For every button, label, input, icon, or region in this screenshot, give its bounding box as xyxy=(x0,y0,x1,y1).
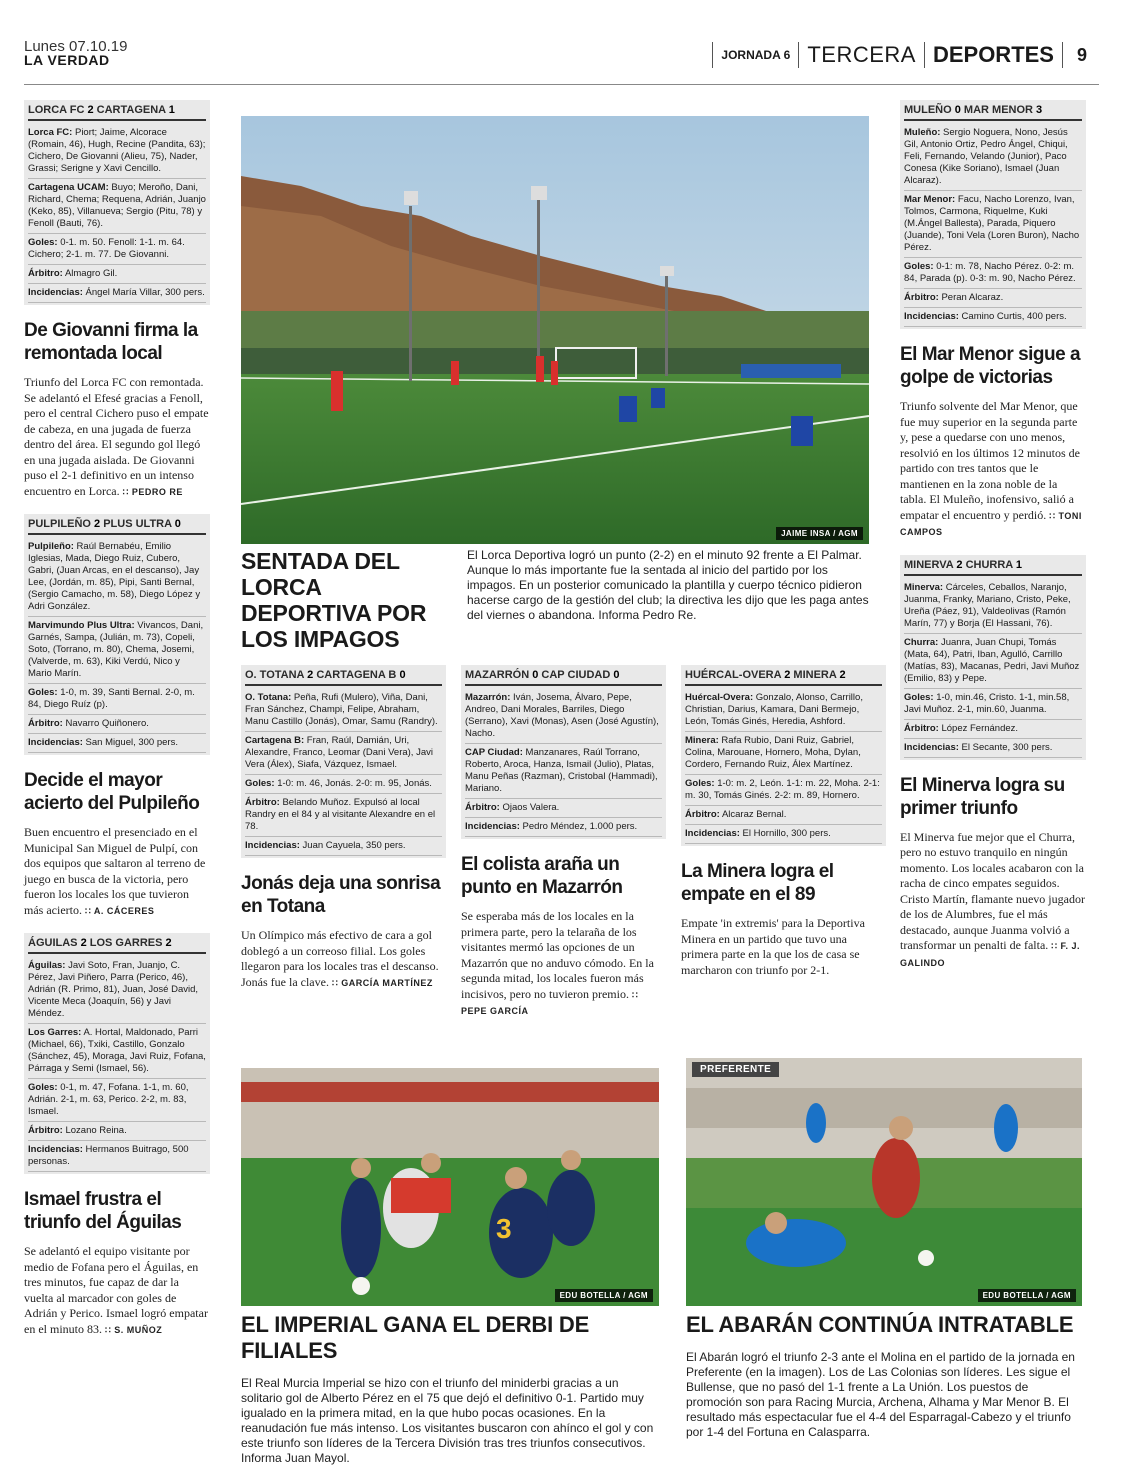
abaran-photo xyxy=(686,1058,1082,1306)
article-body: Empate 'in extremis' para la Deportiva Minera en un partido que tuvo una primera parte en la que los de casa se marcharon con triunfo por 2-1. xyxy=(681,916,865,977)
goals: Goles: 0-1, m. 47, Fofana. 1-1, m. 60, Adrián. 2-1, m. 63, Perico. 2-2, m. 83, Ismael. xyxy=(28,1079,206,1122)
incidents: Incidencias: Hermanos Buitrago, 500 personas. xyxy=(28,1141,206,1172)
article-headline: De Giovanni firma la remontada local xyxy=(24,320,198,364)
match-report-huercal xyxy=(681,665,886,978)
away-score: 1 xyxy=(1015,558,1023,571)
lineup-away: Mar Menor: Facu, Nacho Lorenzo, Ivan, Tolmos, Carmona, Riquelme, Kuki (M.Ángel Ballesta), Parada, Piquero (Juande), Toni Vela (Loren Buron), Nacho Pérez. xyxy=(904,191,1082,258)
jornada-label: JORNADA 6 xyxy=(721,48,791,62)
away-team: CARTAGENA xyxy=(96,104,166,116)
match-result xyxy=(28,518,206,535)
issue-date: Lunes 07.10.19 xyxy=(24,38,128,55)
lineup-away: Los Garres: A. Hortal, Maldonado, Parri (Michael, 66), Txiki, Castillo, Gonzalo (Sánchez, 45), Moraga, Javi Ruiz, Fofana, Párraga y Semi (Ismael, 56). xyxy=(28,1024,206,1079)
article-headline: Jonás deja una sonrisa en Totana xyxy=(241,873,441,917)
away-score: 2 xyxy=(839,669,846,681)
lineup-away: Marvimundo Plus Ultra: Vivancos, Dani, Garnés, Sampa, (Julián, m. 73), Copeli, Soto, (Torrano, m. 80), Chema, Josemi, (Valverde, m. 63), Kiki Verdú, Nico y Mario Marín. xyxy=(28,617,206,684)
photo-credit: EDU BOTELLA / AGM xyxy=(555,1289,653,1302)
author-byline: ∷ GARCÍA MARTÍNEZ xyxy=(332,978,433,988)
divider xyxy=(712,42,713,68)
goals: Goles: 1-0: m. 2, León. 1-1: m. 22, Moha. 2-1: m. 30, Tomás Ginés. 2-2: m. 89, Hornero. xyxy=(685,775,882,806)
lineup-home: Muleño: Sergio Noguera, Nono, Jesús Gil, Antonio Ortiz, Pedro Ángel, Chiqui, Feli, Fernando, Velando (Junior), Paco Conesa (Kike Soriano), Ismael (Juan Alcaraz). xyxy=(904,124,1082,191)
match-report-muleno xyxy=(900,100,1086,541)
incidents: Incidencias: El Secante, 300 pers. xyxy=(904,739,1082,758)
away-team: MINERA xyxy=(793,669,837,681)
home-score: 2 xyxy=(80,937,87,949)
incidents: Incidencias: San Miguel, 300 pers. xyxy=(28,734,206,753)
match-sheet xyxy=(681,665,886,846)
match-result xyxy=(465,669,662,686)
article-body: El Minerva fue mejor que el Churra, pero no estuvo tranquilo en ningún momento. Los locales acabaron con la racha de cinco empates seguidos. Cristo Martín, flamante nuevo jugador de los de Alumbres, fue el más destacado, aunque Juanma volvió a transformar un penalti de falta. ∷ F. J. GALINDO xyxy=(900,830,1086,972)
left-column xyxy=(24,100,210,1338)
match-sheet xyxy=(900,100,1086,329)
lineup-home: Minerva: Cárceles, Ceballos, Naranjo, Juanma, Franky, Mariano, Cristo, Peke, Ureña (Páez, 91), Valdeolivas (Ramón Marín, 77) y Borja (El Hassani, 76). xyxy=(904,579,1082,634)
article-headline: Ismael frustra el triunfo del Águilas xyxy=(24,1189,182,1233)
lineup-home: Pulpileño: Raúl Bernabéu, Emilio Iglesias, Mada, Diego Ruiz, Cubero, Gabri, (Juan Arcas, en el descanso), Jay Lee, (Jordán, m. 85), Pipi, Santi Bernal, (Sergio Camacho, m. 58), Diego López y Adri González. xyxy=(28,538,206,617)
away-score: 0 xyxy=(613,669,620,681)
referee: Árbitro: Alcaraz Bernal. xyxy=(685,806,882,825)
home-team: MULEÑO xyxy=(904,104,952,116)
home-team: O. TOTANA xyxy=(245,669,305,681)
author-byline: ∷ TONI CAMPOS xyxy=(900,511,1082,538)
away-team: CHURRA xyxy=(965,558,1013,571)
home-team: PULPILEÑO xyxy=(28,518,91,530)
incidents: Incidencias: Camino Curtis, 400 pers. xyxy=(904,308,1082,327)
photo-credit: EDU BOTELLA / AGM xyxy=(978,1289,1076,1302)
section-bar xyxy=(704,40,1087,70)
goals: Goles: 1-0, m. 39, Santi Bernal. 2-0, m. 84, Diego Ruíz (p). xyxy=(28,684,206,715)
home-team: LORCA FC xyxy=(28,104,85,116)
lineup-away: Churra: Juanra, Juan Chupi, Tomás (Mata, 64), Patri, Iban, Agulló, Carrillo (Matías, 83), Macanas, Pedri, Javi Muñoz (Emilio, 83) y Pepe. xyxy=(904,634,1082,689)
away-team: CAP CIUDAD xyxy=(541,669,611,681)
caption-headline: EL ABARÁN CONTINÚA INTRATABLE xyxy=(686,1312,1074,1337)
lineup-home: Huércal-Overa: Gonzalo, Alonso, Carrillo, Christian, Darius, Kamara, Dani Bermejo, León, Tomás Ginés, Heredia, Ashford. xyxy=(685,689,882,732)
goals: Goles: 1-0, min.46, Cristo. 1-1, min.58, Javi Muñoz. 2-1, min.60, Juanma. xyxy=(904,689,1082,720)
lineup-home: O. Totana: Peña, Rufi (Mulero), Viña, Dani, Fran Sánchez, Champi, Felipe, Abraham, Manu Castillo (Jonás), Omar, Samu (Randry). xyxy=(245,689,442,732)
header-rule xyxy=(24,84,1099,85)
away-team: PLUS ULTRA xyxy=(103,518,172,530)
home-score: 0 xyxy=(954,104,961,116)
incidents: Incidencias: El Hornillo, 300 pers. xyxy=(685,825,882,844)
author-byline: ∷ F. J. GALINDO xyxy=(900,941,1080,968)
feature-headline: SENTADA DEL LORCA DEPORTIVA POR LOS IMPAGOS xyxy=(241,548,427,652)
away-team: LOS GARRES xyxy=(89,937,163,949)
match-sheet xyxy=(241,665,446,858)
home-score: 2 xyxy=(307,669,314,681)
match-sheet xyxy=(24,100,210,305)
match-report-mazarron xyxy=(461,665,666,1020)
football-action-image xyxy=(686,1058,1082,1306)
lineup-home: Águilas: Javi Soto, Fran, Juanjo, C. Pérez, Javi Piñero, Parra (Perico, 46), Adrián (R. Primo, 81), Juan, José David, Vicente Meca (Joaquín, 56) y Javi Méndez. xyxy=(28,957,206,1024)
home-score: 2 xyxy=(784,669,791,681)
page-number: 9 xyxy=(1076,44,1087,65)
incidents: Incidencias: Ángel María Villar, 300 pers. xyxy=(28,284,206,303)
lineup-away: Cartagena UCAM: Buyo; Meroño, Dani, Richard, Chema; Requena, Adrián, Juanjo (Keko, 85), Villanueva; Sergio (Pitu, 78) y Fenoll (Bauti, 76). xyxy=(28,179,206,234)
divider xyxy=(1062,42,1063,68)
match-report-aguilas xyxy=(24,933,210,1338)
home-team: MAZARRÓN xyxy=(465,669,530,681)
referee: Árbitro: Navarro Quiñonero. xyxy=(28,715,206,734)
match-result xyxy=(245,669,442,686)
lineup-away: Cartagena B: Fran, Raúl, Damián, Uri, Alexandre, Franco, Leomar (Dani Vera), Javi Vera (Álex), Siafa, Vázquez, Ismael. xyxy=(245,732,442,775)
match-report-minerva xyxy=(900,555,1086,972)
home-team: MINERVA xyxy=(904,558,954,571)
match-sheet xyxy=(900,555,1086,760)
feature-body: El Lorca Deportiva logró un punto (2-2) en el minuto 92 frente a El Palmar. Aunque lo más importante fue la sentada al inicio del partido por los impagos. En un posterior comunicado la plantilla y cuerpo técnico pidieron hacerse cargo de la gestión del club; la directiva les dijo que les paga antes del viernes o abandona. Informa Pedro Re. xyxy=(467,548,869,622)
referee: Árbitro: López Fernández. xyxy=(904,720,1082,739)
lineup-away: CAP Ciudad: Manzanares, Raúl Torrano, Roberto, Aroca, Hanza, Ismail (Julio), Platas, Manu Peñas (Razman), Cristobal (Hammadi), Mariano. xyxy=(465,744,662,799)
home-team: HUÉRCAL-OVERA xyxy=(685,669,782,681)
referee: Árbitro: Ojaos Valera. xyxy=(465,799,662,818)
divider xyxy=(798,42,799,68)
caption-body: El Real Murcia Imperial se hizo con el triunfo del miniderbi gracias a un solitario gol de Alberto Pérez en el 75 que dejó el definitivo 0-1. Partido muy igualado en la primera mitad, en la que hubo pocas ocasiones. En la reanudación fue más intenso. Los visitantes buscaron con ahínco el gol y con este triunfo son líderes de la Tercera División tras tres triunfos consecutivos. Informa Juan Mayol. xyxy=(241,1376,654,1465)
category-tag: PREFERENTE xyxy=(692,1062,779,1077)
imperial-photo xyxy=(241,1068,659,1306)
article-body: Se adelantó el equipo visitante por medio de Fofana pero el Águilas, en tres minutos, fue capaz de dar la vuelta al marcador con goles de Adrián y Perico. Ismael logró empatar en el minuto 83. ∷ S. MUÑOZ xyxy=(24,1244,210,1338)
referee: Árbitro: Lozano Reina. xyxy=(28,1122,206,1141)
match-result xyxy=(28,104,206,121)
article-headline: El colista araña un punto en Mazarrón xyxy=(461,854,623,898)
article-body: Buen encuentro el presenciado en el Municipal San Miguel de Pulpí, con dos equipos que saltaron al terreno de juego en busca de la victoria, pero fueron los locales los que tuvieron más acierto. ∷ A. CÁCERES xyxy=(24,825,210,919)
goals: Goles: 0-1. m. 50. Fenoll: 1-1. m. 64. Cichero; 2-1. m. 77. De Giovanni. xyxy=(28,234,206,265)
newspaper-name: LA VERDAD xyxy=(24,52,110,68)
match-report-totana xyxy=(241,665,446,991)
caption-headline: EL IMPERIAL GANA EL DERBI DE FILIALES xyxy=(241,1312,590,1363)
photo-credit: JAIME INSA / AGM xyxy=(776,527,863,540)
article-headline: El Mar Menor sigue a golpe de victorias xyxy=(900,344,1081,388)
home-team: ÁGUILAS xyxy=(28,937,78,949)
away-team: CARTAGENA B xyxy=(316,669,397,681)
match-result xyxy=(28,937,206,954)
author-byline: ∷ PEPE GARCÍA xyxy=(461,990,638,1017)
divider xyxy=(924,42,925,68)
author-byline: ∷ S. MUÑOZ xyxy=(105,1325,162,1335)
match-result xyxy=(904,559,1082,576)
match-result xyxy=(685,669,882,686)
home-score: 0 xyxy=(532,669,539,681)
match-sheet xyxy=(24,933,210,1174)
abaran-caption xyxy=(686,1312,1082,1440)
author-byline: ∷ A. CÁCERES xyxy=(85,906,154,916)
goals: Goles: 0-1: m. 78, Nacho Pérez. 0-2: m. 84, Parada (p). 0-3: m. 90, Nacho Pérez. xyxy=(904,258,1082,289)
away-score: 0 xyxy=(399,669,406,681)
home-score: 2 xyxy=(956,558,963,571)
lineup-away: Minera: Rafa Rubio, Dani Ruiz, Gabriel, Colina, Marouane, Hornero, Moha, Dylan, Cordero, Fernando Ruiz, Álex Martínez. xyxy=(685,732,882,775)
article-body: Triunfo solvente del Mar Menor, que fue muy superior en la segunda parte y, pese a quedarse con uno menos, resolvió en los últimos 12 minutos de partido con tres tantos que le mantienen en la zona noble de la tabla. El Muleño, inofensivo, salió a empatar el encuentro y perdió. ∷ TONI CAMPOS xyxy=(900,399,1086,541)
incidents: Incidencias: Juan Cayuela, 350 pers. xyxy=(245,837,442,856)
referee: Árbitro: Peran Alcaraz. xyxy=(904,289,1082,308)
referee: Árbitro: Belando Muñoz. Expulsó al local Randry en el 84 y al visitante Alexandre en el 78. xyxy=(245,794,442,837)
lineup-home: Mazarrón: Iván, Josema, Álvaro, Pepe, Andreo, Dani Morales, Barriles, Diego (Serrano), Xavi (Monas), Asen (José Agustín), Nacho. xyxy=(465,689,662,744)
away-score: 0 xyxy=(174,518,181,530)
home-score: 2 xyxy=(87,104,94,116)
match-report-lorca xyxy=(24,100,210,500)
match-sheet xyxy=(24,514,210,755)
jersey-number: 3 xyxy=(496,1213,512,1244)
article-body: Un Olímpico más efectivo de cara a gol doblegó a un correoso filial. Los goles llegaron para los locales tras el descanso. Jonás fue la clave. ∷ GARCÍA MARTÍNEZ xyxy=(241,928,446,991)
stadium-scene-image xyxy=(241,116,869,544)
match-result xyxy=(904,104,1082,121)
article-headline: El Minerva logra su primer triunfo xyxy=(900,774,1065,819)
article-body: Se esperaba más de los locales en la primera parte, pero la telaraña de los visitantes mermó las opciones de un Mazarrón que no anduvo cómodo. En la segunda mitad, los locales fueron más incisivos, pero no tuvieron premio. ∷ PEPE GARCÍA xyxy=(461,909,666,1020)
referee: Árbitro: Almagro Gil. xyxy=(28,265,206,284)
article-headline: Decide el mayor acierto del Pulpileño xyxy=(24,770,200,814)
match-sheet xyxy=(461,665,666,839)
caption-body: El Abarán logró el triunfo 2-3 ante el Molina en el partido de la jornada en Preferente (en la imagen). Los de Las Colonias son líderes. Les sigue el Bullense, que no pasó del 1-1 frente a La Unión. Los puestos de promoción son para Racing Murcia, Archena, Alhama y Mar Menor B. El resultado más espectacular fue el 4-4 del Esparragal-Cabezo y el triunfo por 1-4 del Fortuna en Calasparra. xyxy=(686,1350,1075,1439)
article-headline: La Minera logra el empate en el 89 xyxy=(681,861,834,905)
section-name: TERCERA xyxy=(807,42,916,67)
match-report-pulpileno xyxy=(24,514,210,919)
author-byline: ∷ PEDRO RE xyxy=(123,487,183,497)
lineup-home: Lorca FC: Piort; Jaime, Alcorace (Romain, 46), Hugh, Recine (Pandita, 63); Cichero, De Giovanni (Alieu, 75), Nader, Grassi; Serigne y Xavi Cencillo. xyxy=(28,124,206,179)
article-body: Triunfo del Lorca FC con remontada. Se adelantó el Efesé gracias a Fenoll, pero el central Cichero puso el empate de cabeza, en una jugada de fuerza dentro del área. El segundo gol llegó en una jugada aislada. De Giovanni puso el 2-1 definitivo en un intenso encuentro en Lorca. ∷ PEDRO RE xyxy=(24,375,210,500)
imperial-caption xyxy=(241,1312,659,1466)
goals: Goles: 1-0: m. 46, Jonás. 2-0: m. 95, Jonás. xyxy=(245,775,442,794)
incidents: Incidencias: Pedro Méndez, 1.000 pers. xyxy=(465,818,662,837)
category-name: DEPORTES xyxy=(932,42,1054,67)
away-team: MAR MENOR xyxy=(963,104,1033,116)
home-score: 2 xyxy=(94,518,101,530)
away-score: 1 xyxy=(168,104,175,116)
lorca-deportiva-photo xyxy=(241,116,869,544)
away-score: 2 xyxy=(165,937,172,949)
away-score: 3 xyxy=(1036,104,1043,116)
football-action-image xyxy=(241,1068,659,1306)
right-column xyxy=(900,100,1086,971)
